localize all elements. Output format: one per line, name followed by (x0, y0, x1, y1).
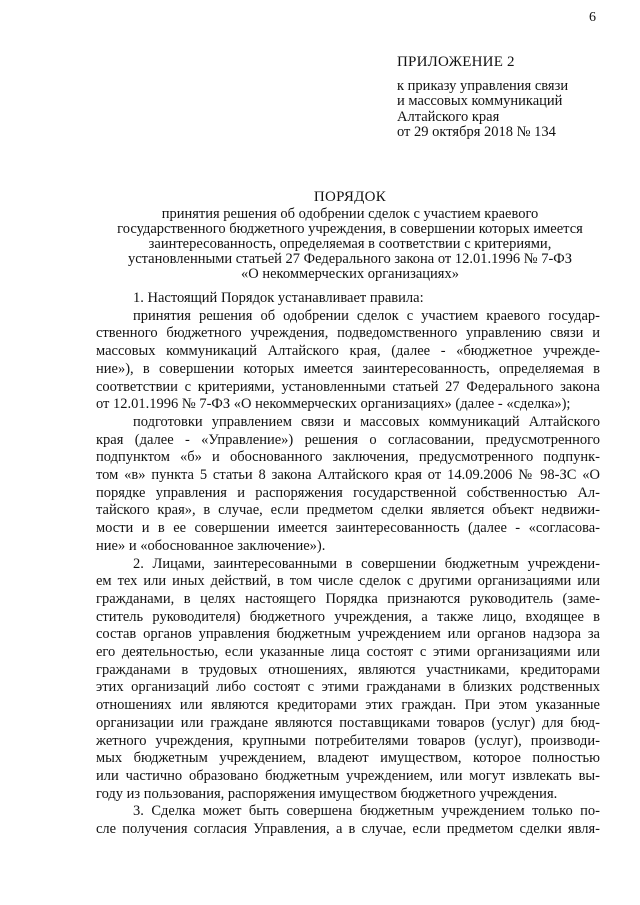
body-line: массовых коммуникаций Алтайского края, (далее - «бюджетное учрежде- (96, 343, 600, 360)
title-line: государственного бюджетного учреждения, в совершении которых имеется (117, 221, 583, 237)
page-number: 6 (589, 10, 596, 25)
body-line: соответствии с критериями, установленными статьей 27 Федерального закона (96, 378, 600, 395)
body-line: подготовки управлением связи и массовых коммуникаций Алтайского (133, 413, 600, 430)
appendix-line: к приказу управления связи (397, 77, 569, 94)
body-line: мых бюджетным учреждением, владеют имуществом, которое полностью (96, 750, 600, 767)
appendix-heading: ПРИЛОЖЕНИЕ 2 (397, 54, 515, 70)
body-line: принятия решения об одобрении сделок с участием краевого государ- (133, 307, 600, 324)
body-line: 2. Лицами, заинтересованными в совершении бюджетным учреждени- (133, 555, 600, 572)
body-line: его деятельностью, если указанные лица состоят с этими организациями или (96, 644, 600, 661)
appendix-block (397, 55, 568, 141)
body-line: ние»), в совершении которых имеется заинтересованность, определяемая в (96, 360, 600, 377)
appendix-line: от 29 октября 2018 № 134 (397, 124, 556, 140)
body-line: отношениях или являются кредиторами этих граждан. При этом указанные (96, 697, 600, 714)
body-line: том «в» пункта 5 статьи 8 закона Алтайского края от 14.09.2006 № 98-ЗС «О (96, 467, 600, 484)
title-line: установленными статьей 27 Федерального закона от 12.01.1996 № 7-ФЗ (127, 251, 573, 267)
title-line: «О некоммерческих организациях» (241, 266, 459, 282)
body-line: ем тех или иных действий, в том числе сделок с другими организациями или (96, 573, 600, 590)
body-line: 3. Сделка может быть совершена бюджетным учреждением только по- (133, 803, 600, 820)
title-line: принятия решения об одобрении сделок с участием краевого (161, 206, 539, 222)
body-line: ститель руководителя) бюджетного учреждения, а также лицо, входящее в (96, 608, 600, 625)
appendix-line: Алтайского края (397, 108, 500, 125)
document-body (96, 290, 600, 839)
title-line: заинтересованность, определяемая в соответствии с критериями, (148, 236, 552, 252)
body-line: гражданами, в целях настоящего Порядка признаются руководитель (заме- (96, 590, 600, 607)
body-line: края (далее - «Управление») решения о согласовании, предусмотренного (96, 431, 600, 448)
body-line: организации или граждане являются поставщиками товаров (услуг) для бюд- (96, 714, 600, 731)
body-line: сле получения согласия Управления, а в случае, если предметом сделки явля- (96, 821, 600, 838)
body-line: тайского края», в случае, если предметом сделки является объект недвижи- (96, 502, 600, 519)
body-line: состав органов управления бюджетным учреждением или органов надзора за (96, 626, 600, 643)
title-heading: ПОРЯДОК (313, 189, 387, 205)
body-line: от 12.01.1996 № 7-ФЗ «О некоммерческих организациях» (далее - «сделка»); (96, 396, 571, 413)
body-line: этих организаций либо состоят с этими гражданами в близких родственных (96, 679, 600, 696)
body-line: жетного учреждения, крупными потребителями товаров (услуг), производи- (96, 732, 600, 749)
appendix-line: и массовых коммуникаций (397, 93, 563, 109)
body-line: году из пользования, распоряжения имуществом бюджетного учреждения. (96, 785, 558, 802)
body-line: ние» и «обоснованное заключение»). (96, 537, 326, 554)
body-line: гражданами в трудовых отношениях, являются участниками, кредиторами (96, 661, 600, 678)
document-title (80, 190, 620, 282)
body-line: мости и в ее совершении имеется заинтересованность (далее - «согласова- (96, 520, 600, 537)
body-line: ственного бюджетного учреждения, подведомственного управлению связи и (96, 325, 600, 342)
body-line: порядке управления и распоряжения государственной собственностью Ал- (96, 484, 600, 501)
body-line: 1. Настоящий Порядок устанавливает правила: (133, 290, 424, 306)
body-line: или частично образовано бюджетным учреждением, или могут извлекать вы- (96, 767, 600, 784)
body-line: подпунктом «б» и обоснованного заключения, предусмотренного подпунк- (96, 449, 600, 466)
